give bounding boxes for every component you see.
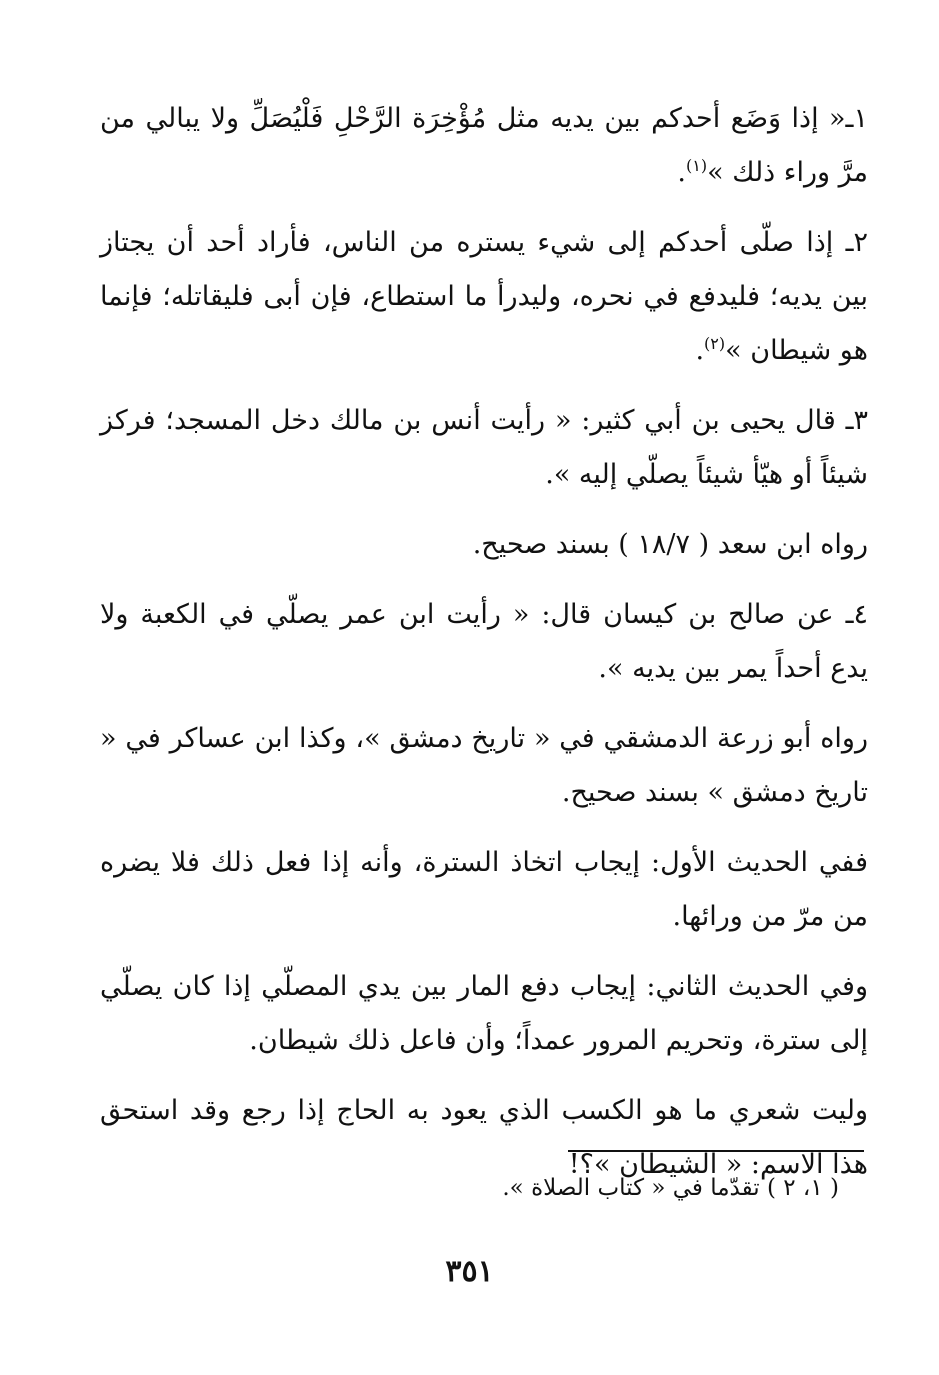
paragraph-text: ٢ـ إذا صلّى أحدكم إلى شيء يستره من الناس، فأراد أحد أن يجتاز بين يديه؛ فليدفع في نحره، وليدرأ ما استطاع، فإن أبى فليقاتله؛ فإنما هو شيطان »	[100, 227, 868, 366]
footnote-marker: (٢)	[704, 334, 726, 353]
paragraph-end-mark: .	[677, 157, 686, 188]
paragraph-8	[100, 960, 868, 1068]
paragraph-text: ٣ـ قال يحيى بن أبي كثير: « رأيت أنس بن مالك دخل المسجد؛ فركز شيئاً أو هيّأ شيئاً يصلّي إليه ».	[100, 405, 868, 490]
paragraph-2	[100, 216, 868, 378]
paragraph-text: رواه أبو زرعة الدمشقي في « تاريخ دمشق »، وكذا ابن عساكر في « تاريخ دمشق » بسند صحيح.	[100, 723, 868, 808]
paragraph-text: ٤ـ عن صالح بن كيسان قال: « رأيت ابن عمر يصلّي في الكعبة ولا يدع أحداً يمر بين يديه ».	[100, 599, 868, 684]
paragraph-text: ١ـ« إذا وَضَع أحدكم بين يديه مثل مُؤْخِرَة الرَّحْلِ فَلْيُصَلِّ ولا يبالي من مرَّ وراء ذلك »	[100, 103, 868, 188]
paragraph-text: رواه ابن سعد ( ١٨/٧ ) بسند صحيح.	[472, 529, 868, 560]
paragraph-4	[100, 518, 868, 572]
paragraph-6	[100, 712, 868, 820]
paragraph-text: ففي الحديث الأول: إيجاب اتخاذ السترة، وأنه إذا فعل ذلك فلا يضره من مرّ من ورائها.	[100, 847, 868, 932]
main-text	[100, 92, 868, 1208]
paragraph-3	[100, 394, 868, 502]
paragraph-5	[100, 588, 868, 696]
paragraph-7	[100, 836, 868, 944]
paragraph-end-mark: .	[695, 335, 705, 366]
footnote-divider	[568, 1150, 864, 1152]
paragraph-text: وليت شعري ما هو الكسب الذي يعود به الحاج إذا رجع وقد استحق هذا الاسم: « الشيطان »؟!	[100, 1095, 868, 1180]
paragraph-text: وفي الحديث الثاني: إيجاب دفع المار بين يدي المصلّي إذا كان يصلّي إلى سترة، وتحريم المرور عمداً؛ وأن فاعل ذلك شيطان.	[100, 971, 868, 1056]
footnote-marker: (١)	[686, 156, 708, 175]
paragraph-1	[100, 92, 868, 200]
footnote: ( ١، ٢ ) تقدّما في « كتاب الصلاة ».	[502, 1175, 839, 1201]
page-number: ٣٥١	[445, 1254, 494, 1289]
